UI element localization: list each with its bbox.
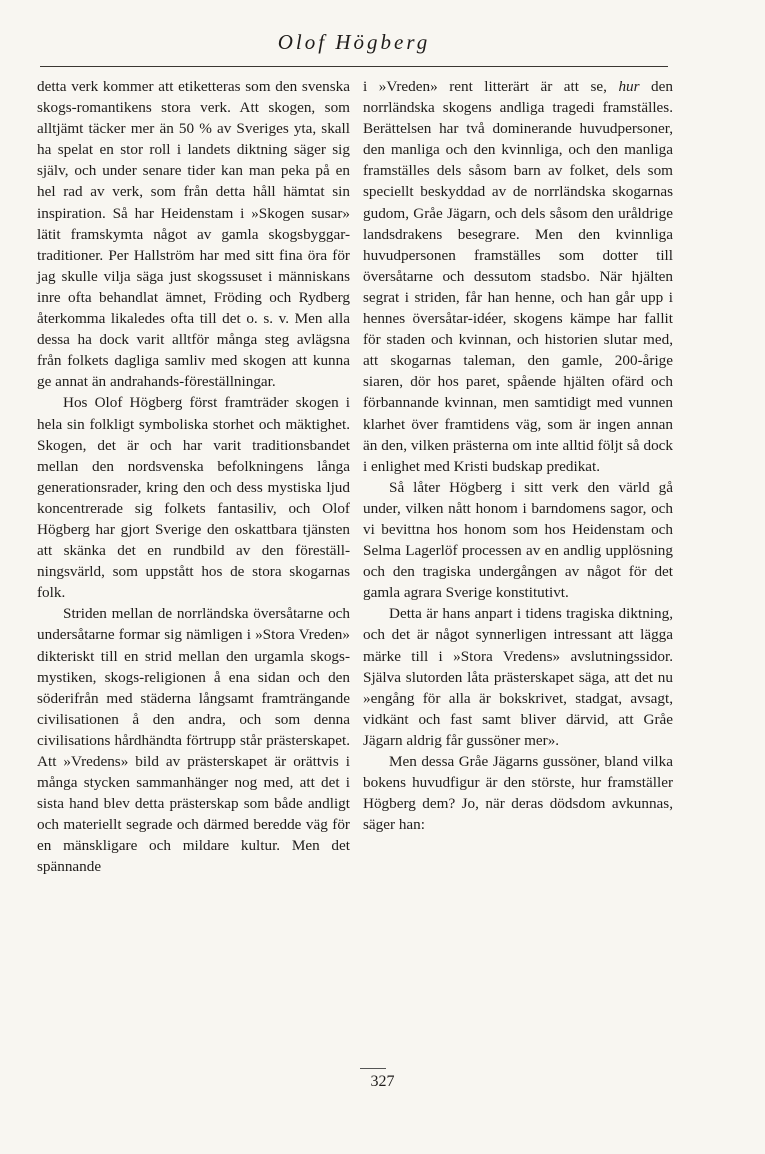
left-column [37,76,350,878]
paragraph: Detta är hans anpart i tidens tragiska diktning, och det är något synnerligen intressant att lägga märke till i »Stora Vredens» avslutningssidor. Själva slutorden låta prästerskapet säga, att det nu »engång för alla är bokskrivet, stadgat, avsagt, vidkänt och fast samt bliver därvid, att Gråe Jägarn aldrig får gussöner mer». [363,605,673,749]
paragraph: Hos Olof Högberg först framträder skogen i hela sin folkligt symboliska storhet och mäktighet. Skogen, det är och har varit traditionsbandet mellan den nordsvenska befolkningens långa generationsrader, kring den och dess mystiska ljud koncentrerade sig folkets fantasiliv, och Olof Högberg har gjort Sverige den oskattbara tjänsten att skänka det en rundbild av den föreställningsvärld, som uppstått hos de stora skogarnas folk. [37,394,350,602]
running-head: Olof Högberg [277,30,431,54]
text-run: den norrländska skogens andliga tragedi framställes. Berättelsen har två dominerande huvudpersoner, den manliga och den kvinnliga, och den manliga framställes dels såsom barn av folket, dels som speciellt beskyddad av de norrländska skogarnas gudom, Gråe Jägarn, och dels såsom den uråldrige landsdrakens besegrare. Men den kvinnliga huvudpersonen framställes som dotter till översåtarne och dessutom stadsbo. När hjälten segrat i striden, får han henne, och han går upp i hennes översåtar-idéer, skogens kämpe har fallit för staden och kvinnan, och historien slutar med, att skogarnas taleman, den gamle, 200-årige siaren, dör hos paret, spående hjälten ofärd och förbannande kvinnan, men samtidigt med vunnen klarhet över framtidens väg, som är ingen annan än den, vilken prästerna om inte alltid följt så dock i enlighet med Kristi budskap predikat. [363,78,673,475]
paragraph: Så låter Högberg i sitt verk den värld gå under, vilken nått honom i barndomens sagor, och vi bevittna hos honom som hos Heidenstam och Selma Lagerlöf processen av en andlig upplösning och den tragiska undergången av något för det gamla agrara Sverige konstitutivt. [363,478,673,602]
paragraph: detta verk kommer att etiketteras som den svenska skogs-romantikens stora verk. Att skogen, som alltjämt täcker mer än 50 % av Sveriges yta, skall ha spelat en stor roll i landets diktning säger sig själv, och under senare tider kan man peka på en hel rad av verk, som från detta håll hämtat sin inspiration. Så har Heidenstam i »Skogen susar» lätit framskymta något av gamla skogsbyggar-traditioner. Per Hallström har med sitt fina öra för jag skulle vilja säga just skogssuset i människans inre ofta behandlat ämnet, Fröding och Rydberg återkomma likaledes ofta till det o. s. v. Men alla dessa ha dock varit alltför många steg avlägsna från folkets dagliga samliv med skogen att kunna ge annat än andrahands-föreställningar. [37,78,350,391]
right-column [363,76,673,835]
text-run: i »Vreden» rent litterärt är att se, [363,78,619,95]
page-number: 327 [370,1073,395,1090]
page-number-rule [360,1068,386,1069]
paragraph [363,76,673,477]
paragraph: Men dessa Gråe Jägarns gussöner, bland vilka bokens huvudfigur är den störste, hur framställer Högberg dem? Jo, när deras dödsdom avkunnas, säger han: [363,753,673,834]
paragraph: Striden mellan de norrländska översåtarne och undersåtarne formar sig nämligen i »Stora Vreden» dikteriskt till en strid mellan den urgamla skogs-mystiken, skogs-religionen å ena sidan och den söderifrån med städerna långsamt framträngande civilisationen å den andra, och som denna civilisations hårdhändta förtrupp står prästerskapet. Att »Vredens» bild av prästerskapet är orättvis i många stycken sammanhänger nog med, att det i sista hand blev detta prästerskap som både andligt och materiellt segrade och därmed beredde väg för en mänskligare och mildare kultur. Men det spännande [37,605,350,876]
page-header [40,30,668,55]
italic-word: hur [618,78,640,95]
header-rule [40,66,668,67]
